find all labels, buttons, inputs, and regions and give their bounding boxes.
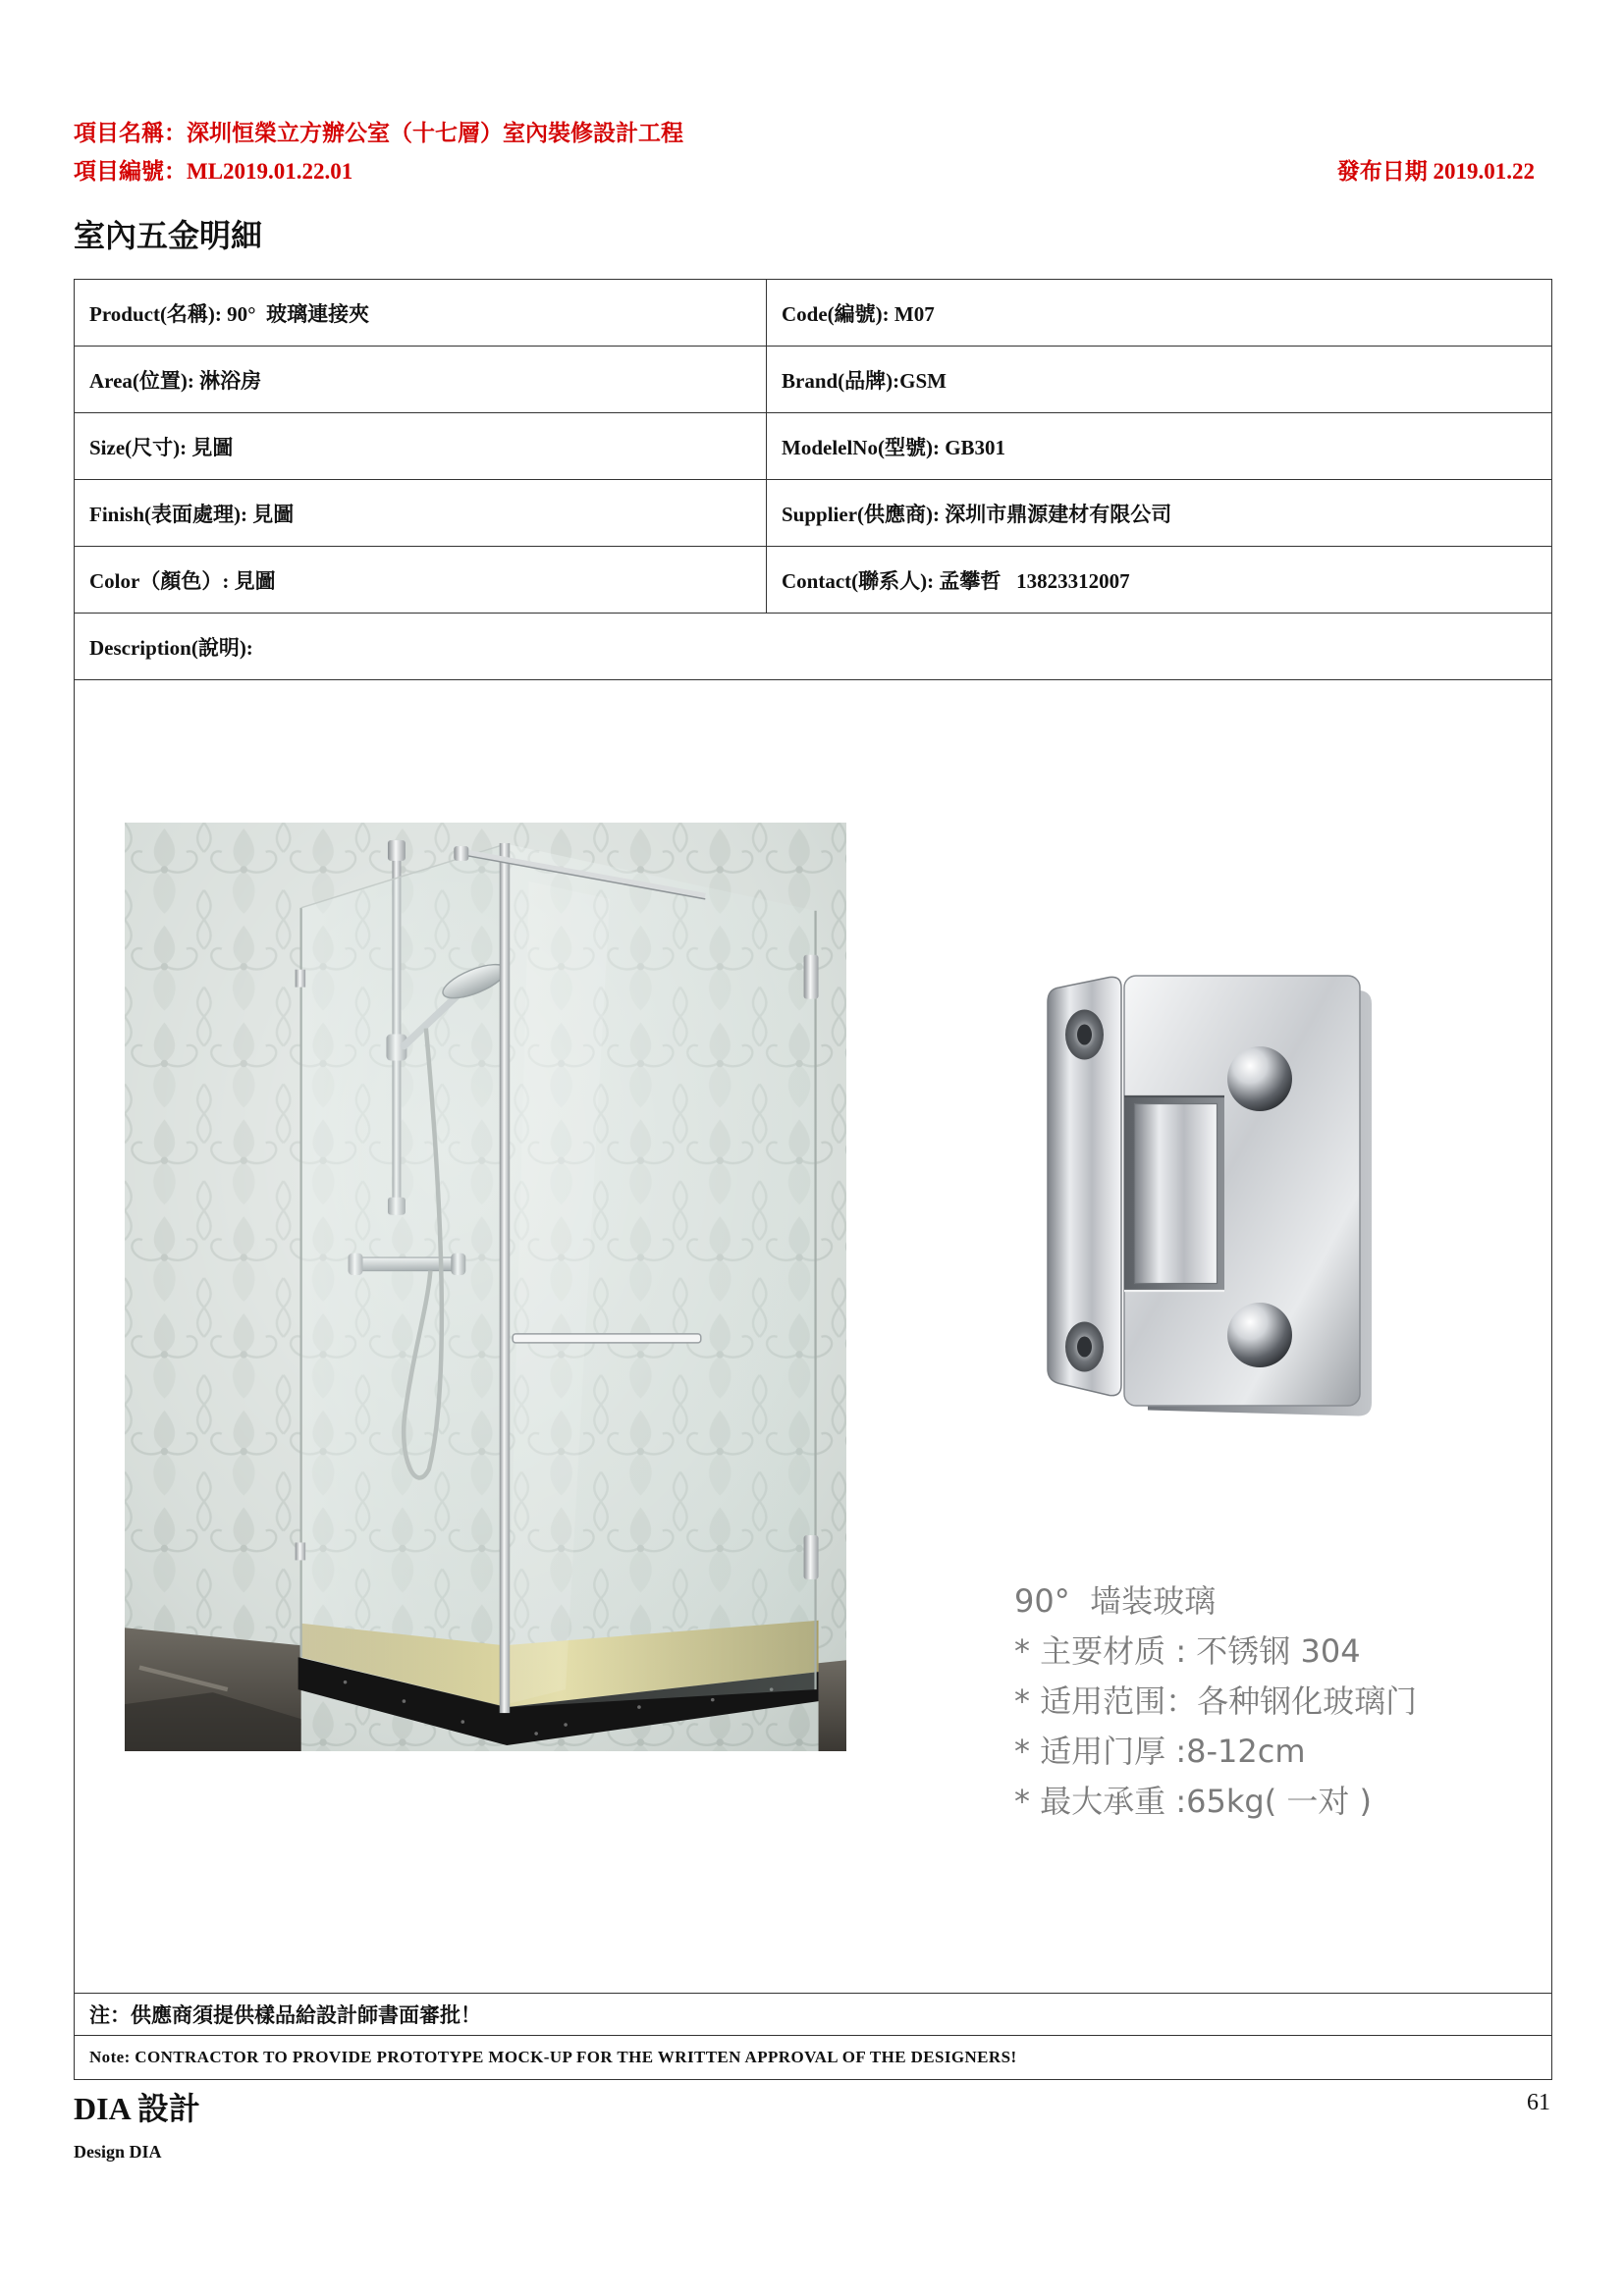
- issue-date: 發布日期 2019.01.22: [1336, 159, 1535, 184]
- note-chinese: 注：供應商須提供樣品給設計師書面審批！: [89, 2003, 481, 2027]
- supplier-cell: Supplier(供應商): 深圳市鼎源建材有限公司: [782, 502, 1172, 526]
- table-row: [75, 480, 1551, 547]
- color-cell: Color（顏色）: 見圖: [75, 547, 767, 613]
- finish-cell: Finish(表面處理): 見圖: [75, 480, 767, 546]
- size-cell: Size(尺寸): 見圖: [75, 413, 767, 479]
- caption-scope: * 适用范围：各种钢化玻璃门: [1014, 1682, 1418, 1720]
- description-label: Description(說明):: [89, 635, 253, 660]
- spec-table: [74, 279, 1552, 2080]
- hinge-caption: [1014, 1576, 1417, 1827]
- table-row: [75, 1994, 1551, 2036]
- project-name: 項目名稱：深圳恒榮立方辦公室（十七層）室內裝修設計工程: [74, 121, 683, 145]
- caption-material: * 主要材质 : 不锈钢 304: [1014, 1632, 1361, 1670]
- model-number-cell: ModelelNo(型號): GB301: [782, 435, 1006, 459]
- product-cell: Product(名稱): 90° 玻璃連接夾: [75, 280, 767, 346]
- table-row: [75, 547, 1551, 614]
- caption-thickness: * 适用门厚 :8-12cm: [1014, 1733, 1306, 1770]
- description-area: [75, 680, 1551, 1994]
- caption-load: * 最大承重 :65kg( 一对 ): [1014, 1783, 1373, 1820]
- section-title: 室內五金明細: [74, 218, 263, 253]
- brand-cell: Brand(品牌):GSM: [782, 368, 947, 393]
- table-row: [75, 347, 1551, 413]
- note-english: Note: CONTRACTOR TO PROVIDE PROTOTYPE MOCK-UP FOR THE WRITTEN APPROVAL OF THE DESIGNERS!: [89, 2048, 1017, 2066]
- page-number: 61: [1527, 2090, 1550, 2115]
- table-row: [75, 280, 1551, 347]
- caption-title: 90° 墙装玻璃: [1014, 1582, 1217, 1620]
- footer-brand: DIA 設計: [74, 2091, 200, 2126]
- code-cell: Code(編號): M07: [782, 301, 935, 326]
- project-number: 項目編號：ML2019.01.22.01: [74, 159, 353, 184]
- table-row: [75, 2036, 1551, 2079]
- area-cell: Area(位置): 淋浴房: [75, 347, 767, 412]
- contact-cell: Contact(聯系人): 孟攀哲 13823312007: [782, 568, 1130, 593]
- footer-brand-subtitle: Design DIA: [74, 2142, 162, 2162]
- glass-hinge-photo: [1036, 967, 1375, 1423]
- table-row: [75, 614, 1551, 680]
- table-row: [75, 413, 1551, 480]
- shower-enclosure-photo: [125, 823, 846, 1751]
